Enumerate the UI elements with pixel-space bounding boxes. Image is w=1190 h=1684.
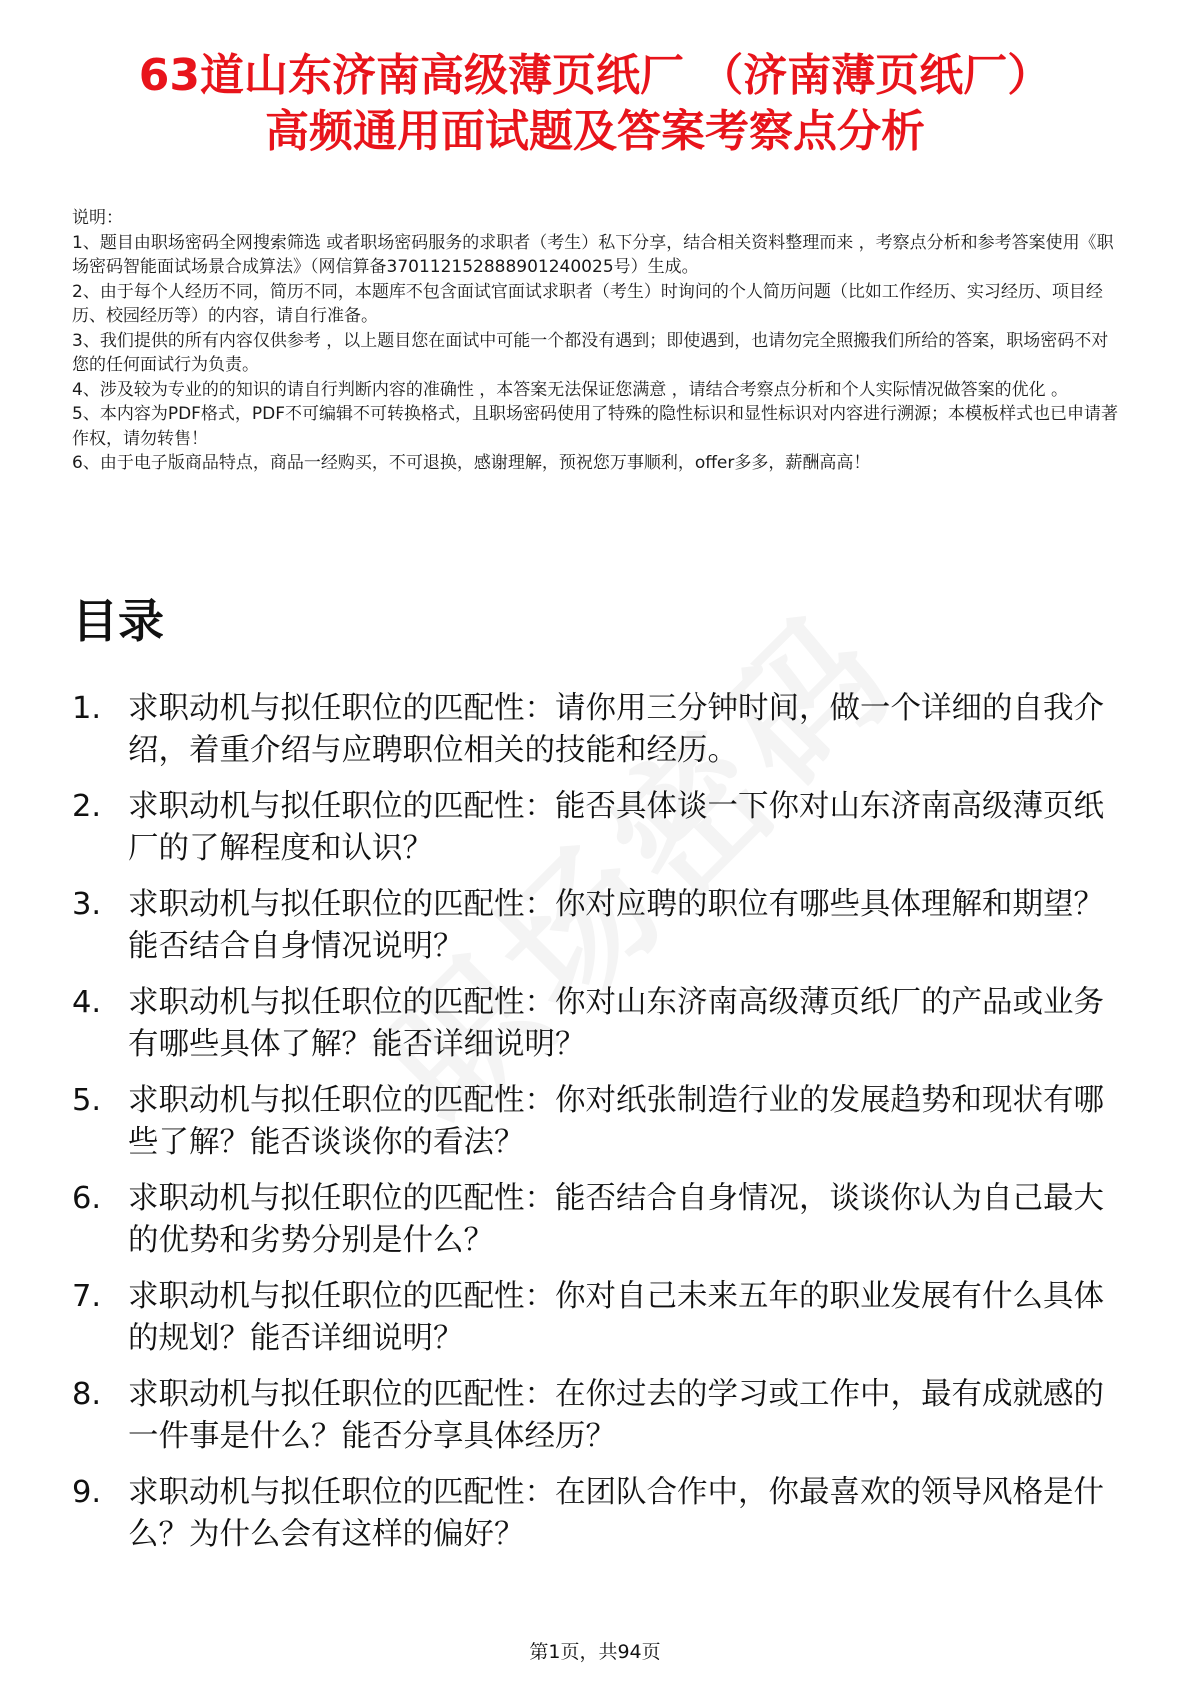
toc-item-number: 9. [72, 1475, 102, 1510]
toc-item[interactable] [72, 884, 1132, 968]
toc-item-text: 求职动机与拟任职位的匹配性：在你过去的学习或工作中，最有成就感的一件事是什么？能否分享具体经历？ [128, 1377, 1104, 1454]
toc-item-text: 求职动机与拟任职位的匹配性：你对自己未来五年的职业发展有什么具体的规划？能否详细说明？ [128, 1279, 1104, 1356]
disclaimer-notes [72, 206, 1122, 476]
toc-item-number: 2. [72, 789, 102, 824]
toc-item-number: 1. [72, 691, 102, 726]
toc-item[interactable] [72, 1080, 1132, 1164]
title-line-1: 63道山东济南高级薄页纸厂 （济南薄页纸厂） [138, 50, 1052, 101]
table-of-contents [72, 688, 1132, 1570]
toc-item[interactable] [72, 982, 1132, 1066]
toc-heading: 目录 [72, 594, 164, 648]
toc-item-number: 5. [72, 1083, 102, 1118]
note-item: 4、涉及较为专业的的知识的请自行判断内容的准确性 ，本答案无法保证您满意 ，请结合考察点分析和个人实际情况做答案的优化 。 [72, 379, 1069, 400]
note-item: 5、本内容为PDF格式，PDF不可编辑不可转换格式，且职场密码使用了特殊的隐性标识和显性标识对内容进行溯源；本模板样式也已申请著作权，请勿转售！ [72, 404, 1119, 449]
title-line-2: 高频通用面试题及答案考察点分析 [265, 106, 925, 157]
note-item: 2、由于每个人经历不同，简历不同，本题库不包含面试官面试求职者（考生）时询问的个人简历问题（比如工作经历、实习经历、项目经历、校园经历等）的内容，请自行准备。 [72, 281, 1103, 326]
toc-item-number: 8. [72, 1377, 102, 1412]
toc-item-number: 6. [72, 1181, 102, 1216]
toc-item[interactable] [72, 688, 1132, 772]
toc-item[interactable] [72, 1374, 1132, 1458]
toc-item-text: 求职动机与拟任职位的匹配性：请你用三分钟时间，做一个详细的自我介绍，着重介绍与应聘职位相关的技能和经历。 [128, 691, 1104, 768]
toc-item-text: 求职动机与拟任职位的匹配性：你对山东济南高级薄页纸厂的产品或业务有哪些具体了解？能否详细说明？ [128, 985, 1104, 1062]
note-item: 3、我们提供的所有内容仅供参考 ，以上题目您在面试中可能一个都没有遇到；即使遇到，也请勿完全照搬我们所给的答案，职场密码不对您的任何面试行为负责。 [72, 330, 1109, 375]
toc-item-text: 求职动机与拟任职位的匹配性：你对应聘的职位有哪些具体理解和期望？能否结合自身情况说明？ [128, 887, 1104, 964]
page-footer: 第1页，共94页 [529, 1641, 661, 1663]
toc-item-number: 7. [72, 1279, 102, 1314]
note-item: 1、题目由职场密码全网搜索筛选 或者职场密码服务的求职者（考生）私下分享，结合相关资料整理而来 ，考察点分析和参考答案使用《职场密码智能面试场景合成算法》（网信算备370112152888901240025号）生成。 [72, 232, 1114, 277]
note-heading: 说明： [72, 208, 123, 228]
toc-item[interactable] [72, 786, 1132, 870]
toc-item[interactable] [72, 1178, 1132, 1262]
toc-item-text: 求职动机与拟任职位的匹配性：能否结合自身情况，谈谈你认为自己最大的优势和劣势分别是什么？ [128, 1181, 1104, 1258]
document-title [40, 48, 1150, 160]
toc-item-text: 求职动机与拟任职位的匹配性：在团队合作中，你最喜欢的领导风格是什么？为什么会有这样的偏好？ [128, 1475, 1104, 1552]
note-item: 6、由于电子版商品特点，商品一经购买，不可退换，感谢理解，预祝您万事顺利，offer多多，薪酬高高！ [72, 453, 871, 473]
toc-item-text: 求职动机与拟任职位的匹配性：你对纸张制造行业的发展趋势和现状有哪些了解？能否谈谈你的看法？ [128, 1083, 1104, 1160]
toc-item-number: 4. [72, 985, 102, 1020]
toc-item[interactable] [72, 1472, 1132, 1556]
toc-item-text: 求职动机与拟任职位的匹配性：能否具体谈一下你对山东济南高级薄页纸厂的了解程度和认识？ [128, 789, 1104, 866]
toc-item-number: 3. [72, 887, 102, 922]
toc-item[interactable] [72, 1276, 1132, 1360]
